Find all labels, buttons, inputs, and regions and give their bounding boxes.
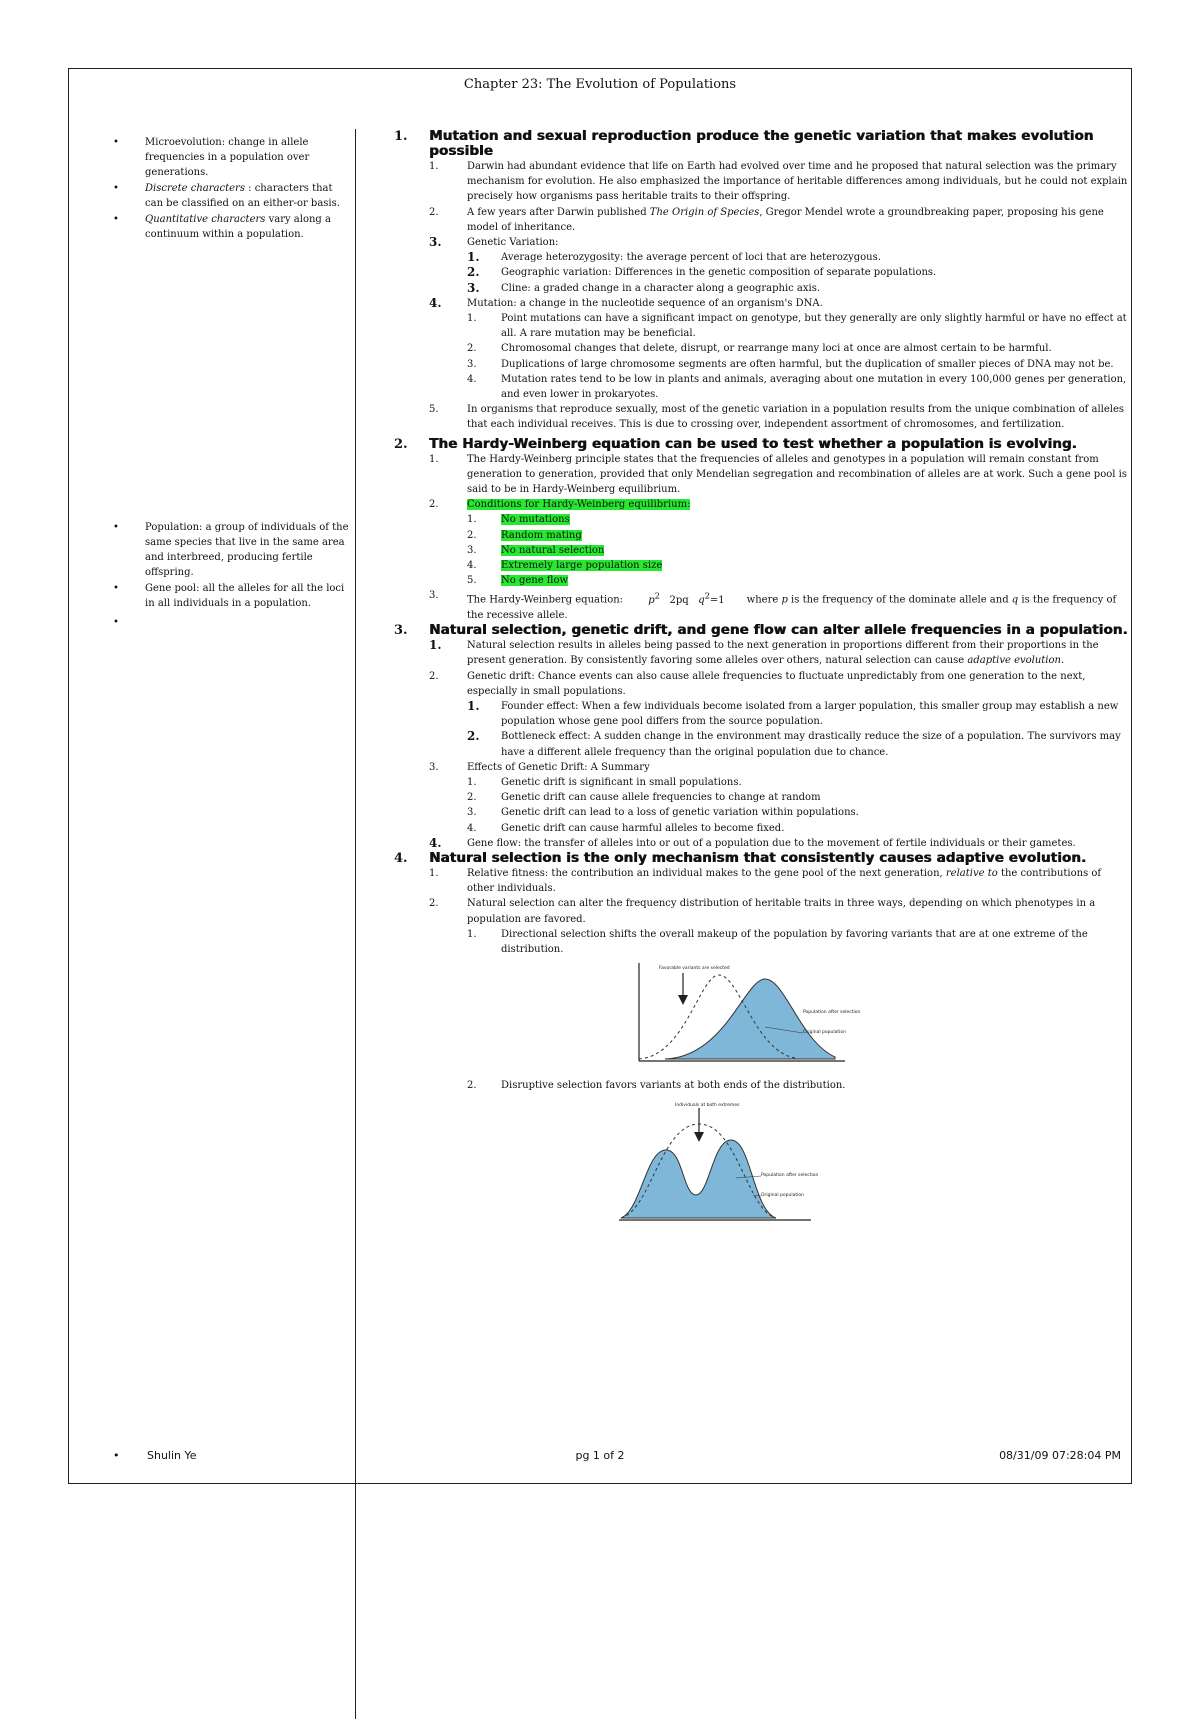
list-item: 2. Geographic variation: Differences in the genetic composition of separate populations.	[467, 265, 937, 280]
list-item: 1. Directional selection shifts the overall makeup of the population by favoring variants that are at one extreme of the distribution. Favorable variants are selected Population after selection Original population	[467, 927, 1129, 1077]
list-item: 3. Duplications of large chromosome segments are often harmful, but the duplication of smaller pieces of DNA may not be.	[467, 358, 1114, 370]
list-item: 4. Gene flow: the transfer of alleles into or out of a population due to the movement of fertile individuals or their gametes.	[429, 835, 1076, 850]
cue-item: • Microevolution: change in allele frequencies in a population over generations.	[69, 135, 355, 180]
arrow-head	[694, 1132, 704, 1142]
svg-text:Individuals at both extremes: Individuals at both extremes	[675, 1102, 740, 1108]
cue-block-mid	[69, 520, 355, 615]
list-item: 1. Founder effect: When a few individuals become isolated from a larger population, this smaller group may establish a new population whose gene pool differs from the source population.	[467, 699, 1119, 728]
list-item: 1. The Hardy-Weinberg principle states that the frequencies of alleles and genotypes in a population will remain constant from generation to generation, provided that only Mendelian segregation and recombination of alleles are at work. Such a gene pool is said to be in Hardy-Weinberg equilibrium.	[429, 453, 1127, 496]
list-item: 2. Bottleneck effect: A sudden change in the environment may drastically reduce the size of a population. The survivors may have a different allele frequency than the original population due to chance.	[467, 729, 1121, 758]
directional-selection-graph	[635, 961, 861, 1071]
list-item: 4. Mutation: a change in the nucleotide sequence of an organism's DNA. 1. Point mutations can have a significant impact on genotype, but they generally are only slightly harmful or have no effect at all. A rare mutation may be beneficial. 2. Chromosomal changes that delete, disrupt, or rearrange many loci at once are almost certain to be harmful. 3. Duplications of large chromosome segments are often harmful, but the duplication of smaller pieces of DNA may not be. 4. Mutation rates tend to be low in plants and animals, averaging about one mutation in every 100,000 genes per generation, and even lower in prokaryotes.	[429, 296, 1129, 402]
list-item: 4. Extremely large population size	[467, 560, 663, 572]
page-frame	[68, 68, 1132, 1484]
svg-text:Original population: Original population	[803, 1030, 846, 1036]
notes-column	[391, 129, 1129, 1230]
list-item: 2. Conditions for Hardy-Weinberg equilibrium: 1. No mutations 2. Random mating 3. No natural selection 4. Extremely large population size 5. No gene flow	[429, 497, 1129, 588]
section-heading: Natural selection, genetic drift, and gene flow can alter allele frequencies in a population.	[429, 622, 1128, 639]
list-item: 1. Natural selection results in alleles being passed to the next generation in proportions different from their proportions in the present generation. By consistently favoring some alleles over others, natural selection can cause adaptive evolution.	[429, 638, 1099, 667]
page-title: Chapter 23: The Evolution of Populations	[463, 77, 737, 92]
list-item: 2. Genetic drift: Chance events can also cause allele frequencies to fluctuate unpredictably from one generation to the next, especially in small populations. 1. Founder effect: When a few individuals become isolated from a larger population, this smaller group may establish a new population whose gene pool differs from the source population. 2. Bottleneck effect: A sudden change in the environment may drastically reduce the size of a population. The survivors may have a different allele frequency than the original population due to chance.	[429, 669, 1129, 760]
disruptive-selection-graph	[611, 1100, 819, 1225]
section-1: 1. Mutation and sexual reproduction produce the genetic variation that makes evolution possible 1. Darwin had abundant evidence that life on Earth had evolved over time and he proposed that natural selection was the primary mechanism for evolution. He also emphasized the importance of heritable differences among individuals, but he could not explain precisely how organisms pass heritable traits to their offspring. 2. A few years after Darwin published The Origin of Species, Gregor Mendel wrote a groundbreaking paper, proposing his gene model of inheritance. 3. Genetic Variation: 1. Average heterozygosity: the average percent of loci that are heterozygous. 2. Geographic variation: Differences in the genetic composition of separate populations. 3. Cline: a graded change in a character along a geographic axis. 4. Mutation: a change in the nucleotide sequence of an organism's DNA. 1. Point mutations can have a significant impact on genotype, but they generally are only slightly harmful or have no effect at all. A rare mutation may be beneficial. 2. Chromosomal changes that delete, disrupt, or rearrange many loci at once are almost certain to be harmful. 3. Duplications of large chromosome segments are often harmful, but the duplication of smaller pieces of DNA may not be. 4. Mutation rates tend to be low in plants and animals, averaging about one mutation in every 100,000 genes per generation, and even lower in prokaryotes. 5. In organisms that reproduce sexually, most of the genetic variation in a population results from the unique combination of alleles that each individual receives. This is due to crossing over, independent assortment of chromosomes, and fertilization.	[391, 129, 1129, 433]
arrow-head	[678, 995, 688, 1005]
list-item: 2. Disruptive selection favors variants at both ends of the distribution. Individuals at both extremes Population after selection Original population	[467, 1078, 1129, 1229]
list-item: 1. No mutations	[467, 514, 570, 526]
cue-item: • Population: a group of individuals of the same species that live in the same area and interbreed, producing fertile offspring.	[69, 520, 355, 580]
list-item: 1. Average heterozygosity: the average percent of loci that are heterozygous.	[467, 250, 881, 265]
svg-text:Favorable variants are selecte: Favorable variants are selected	[659, 966, 730, 972]
author-name: Shulin Ye	[147, 1449, 197, 1462]
list-item: 1. Relative fitness: the contribution an individual makes to the gene pool of the next generation, relative to the contributions of other individuals.	[429, 868, 1102, 895]
population-after-selection-curve	[621, 1140, 776, 1218]
section-heading: Mutation and sexual reproduction produce the genetic variation that makes evolution possible	[429, 128, 1094, 159]
list-item: 4. Mutation rates tend to be low in plants and animals, averaging about one mutation in every 100,000 genes per generation, and even lower in prokaryotes.	[467, 373, 1127, 401]
list-item: 3. Genetic Variation: 1. Average heterozygosity: the average percent of loci that are heterozygous. 2. Geographic variation: Differences in the genetic composition of separate populations. 3. Cline: a graded change in a character along a geographic axis.	[429, 235, 1129, 296]
list-item: 1. Point mutations can have a significant impact on genotype, but they generally are only slightly harmful or have no effect at all. A rare mutation may be beneficial.	[467, 313, 1127, 340]
list-item: 3. Genetic drift can lead to a loss of genetic variation within populations.	[467, 807, 859, 819]
hardy-weinberg-equation: $p^2$ 2pq $q^2=1$	[648, 590, 725, 606]
svg-text:Population after selection: Population after selection	[761, 1172, 819, 1178]
list-item: 3. The Hardy-Weinberg equation: $p^2$ 2pq $q^2=1$ where p is the frequency of the dominate allele and q is the frequency of the recessive allele.	[429, 590, 1117, 622]
page-number: pg 1 of 2	[575, 1449, 625, 1462]
list-item: 2. Natural selection can alter the frequency distribution of heritable traits in three ways, depending on which phenotypes in a population are favored. 1. Directional selection shifts the overall makeup of the population by favoring variants that are at one extreme of the distribution. Favorable variants are selected Population after selection Original population 2. Disruptive selection favors variants at both ends of the distribution. Individuals at both extremes Population after selection Original population	[429, 896, 1129, 1229]
cue-item: • Discrete characters : characters that can be classified on an either-or basis.	[69, 181, 355, 211]
list-item: 5. No gene flow	[467, 575, 569, 587]
footer-bullet: •	[113, 1449, 120, 1462]
list-item: 4. Genetic drift can cause harmful alleles to become fixed.	[467, 822, 785, 834]
directional-selection-figure	[635, 961, 1129, 1076]
list-item: 3. Cline: a graded change in a character along a geographic axis.	[467, 280, 821, 295]
timestamp: 08/31/09 07:28:04 PM	[999, 1449, 1121, 1462]
list-item: 5. In organisms that reproduce sexually, most of the genetic variation in a population results from the unique combination of alleles that each individual receives. This is due to crossing over, independent assortment of chromosomes, and fertilization.	[429, 404, 1125, 431]
section-heading: The Hardy-Weinberg equation can be used to test whether a population is evolving.	[429, 435, 1077, 452]
list-item: 2. Genetic drift can cause allele frequencies to change at random	[467, 792, 821, 804]
cue-item: • Gene pool: all the alleles for all the loci in all individuals in a population.	[69, 581, 355, 611]
section-2: 2. The Hardy-Weinberg equation can be used to test whether a population is evolving. 1. The Hardy-Weinberg principle states that the frequencies of alleles and genotypes in a population will remain constant from generation to generation, provided that only Mendelian segregation and recombination of alleles are at work. Such a gene pool is said to be in Hardy-Weinberg equilibrium. 2. Conditions for Hardy-Weinberg equilibrium: 1. No mutations 2. Random mating 3. No natural selection 4. Extremely large population size 5. No gene flow 3. The Hardy-Weinberg equation: $p^2$ 2pq $q^2=1$ where p is the frequency of the dominate allele and q is the frequency of the recessive allele.	[391, 437, 1129, 624]
svg-text:Original population: Original population	[761, 1192, 804, 1198]
disruptive-selection-figure	[611, 1100, 1129, 1230]
section-heading: Natural selection is the only mechanism that consistently causes adaptive evolution.	[429, 850, 1087, 867]
list-item: 3. No natural selection	[467, 544, 605, 556]
section-3: 3. Natural selection, genetic drift, and gene flow can alter allele frequencies in a population. 1. Natural selection results in alleles being passed to the next generation in proportions different from their proportions in the present generation. By consistently favoring some alleles over others, natural selection can cause adaptive evolution. 2. Genetic drift: Chance events can also cause allele frequencies to fluctuate unpredictably from one generation to the next, especially in small populations. 1. Founder effect: When a few individuals become isolated from a larger population, this smaller group may establish a new population whose gene pool differs from the source population. 2. Bottleneck effect: A sudden change in the environment may drastically reduce the size of a population. The survivors may have a different allele frequency than the original population due to chance. 3. Effects of Genetic Drift: A Summary 1. Genetic drift is significant in small populations. 2. Genetic drift can cause allele frequencies to change at random 3. Genetic drift can lead to a loss of genetic variation within populations. 4. Genetic drift can cause harmful alleles to become fixed. 4. Gene flow: the transfer of alleles into or out of a population due to the movement of fertile individuals or their gametes.	[394, 622, 1128, 850]
section-4: 4. Natural selection is the only mechanism that consistently causes adaptive evolution. 1. Relative fitness: the contribution an individual makes to the gene pool of the next generation, relative to the contributions of other individuals. 2. Natural selection can alter the frequency distribution of heritable traits in three ways, depending on which phenotypes in a population are favored. 1. Directional selection shifts the overall makeup of the population by favoring variants that are at one extreme of the distribution. Favorable variants are selected Population after selection Original population 2. Disruptive selection favors variants at both ends of the distribution. Individuals at both extremes Population after selection Original population	[391, 851, 1129, 1230]
population-after-selection-curve	[665, 979, 835, 1059]
list-item: 3. Effects of Genetic Drift: A Summary 1. Genetic drift is significant in small populations. 2. Genetic drift can cause allele frequencies to change at random 3. Genetic drift can lead to a loss of genetic variation within populations. 4. Genetic drift can cause harmful alleles to become fixed.	[429, 760, 1129, 836]
list-item: 2. Random mating	[467, 529, 582, 541]
column-divider	[355, 129, 356, 1719]
list-item: 2. Chromosomal changes that delete, disrupt, or rearrange many loci at once are almost certain to be harmful.	[467, 343, 1052, 355]
list-item: 1. Genetic drift is significant in small populations.	[467, 777, 742, 789]
highlighted-text: Conditions for Hardy-Weinberg equilibrium:	[467, 499, 691, 511]
cue-block-top	[69, 135, 355, 243]
list-item: 1. Darwin had abundant evidence that life on Earth had evolved over time and he proposed that natural selection was the primary mechanism for evolution. He also emphasized the importance of heritable differences among individuals, but he could not explain precisely how organisms pass heritable traits to their offspring.	[429, 161, 1128, 203]
svg-text:Population after selection: Population after selection	[803, 1010, 861, 1016]
list-item: 2. A few years after Darwin published The Origin of Species, Gregor Mendel wrote a groundbreaking paper, proposing his gene model of inheritance.	[429, 206, 1104, 233]
cue-item: • Quantitative characters vary along a continuum within a population.	[69, 212, 355, 242]
